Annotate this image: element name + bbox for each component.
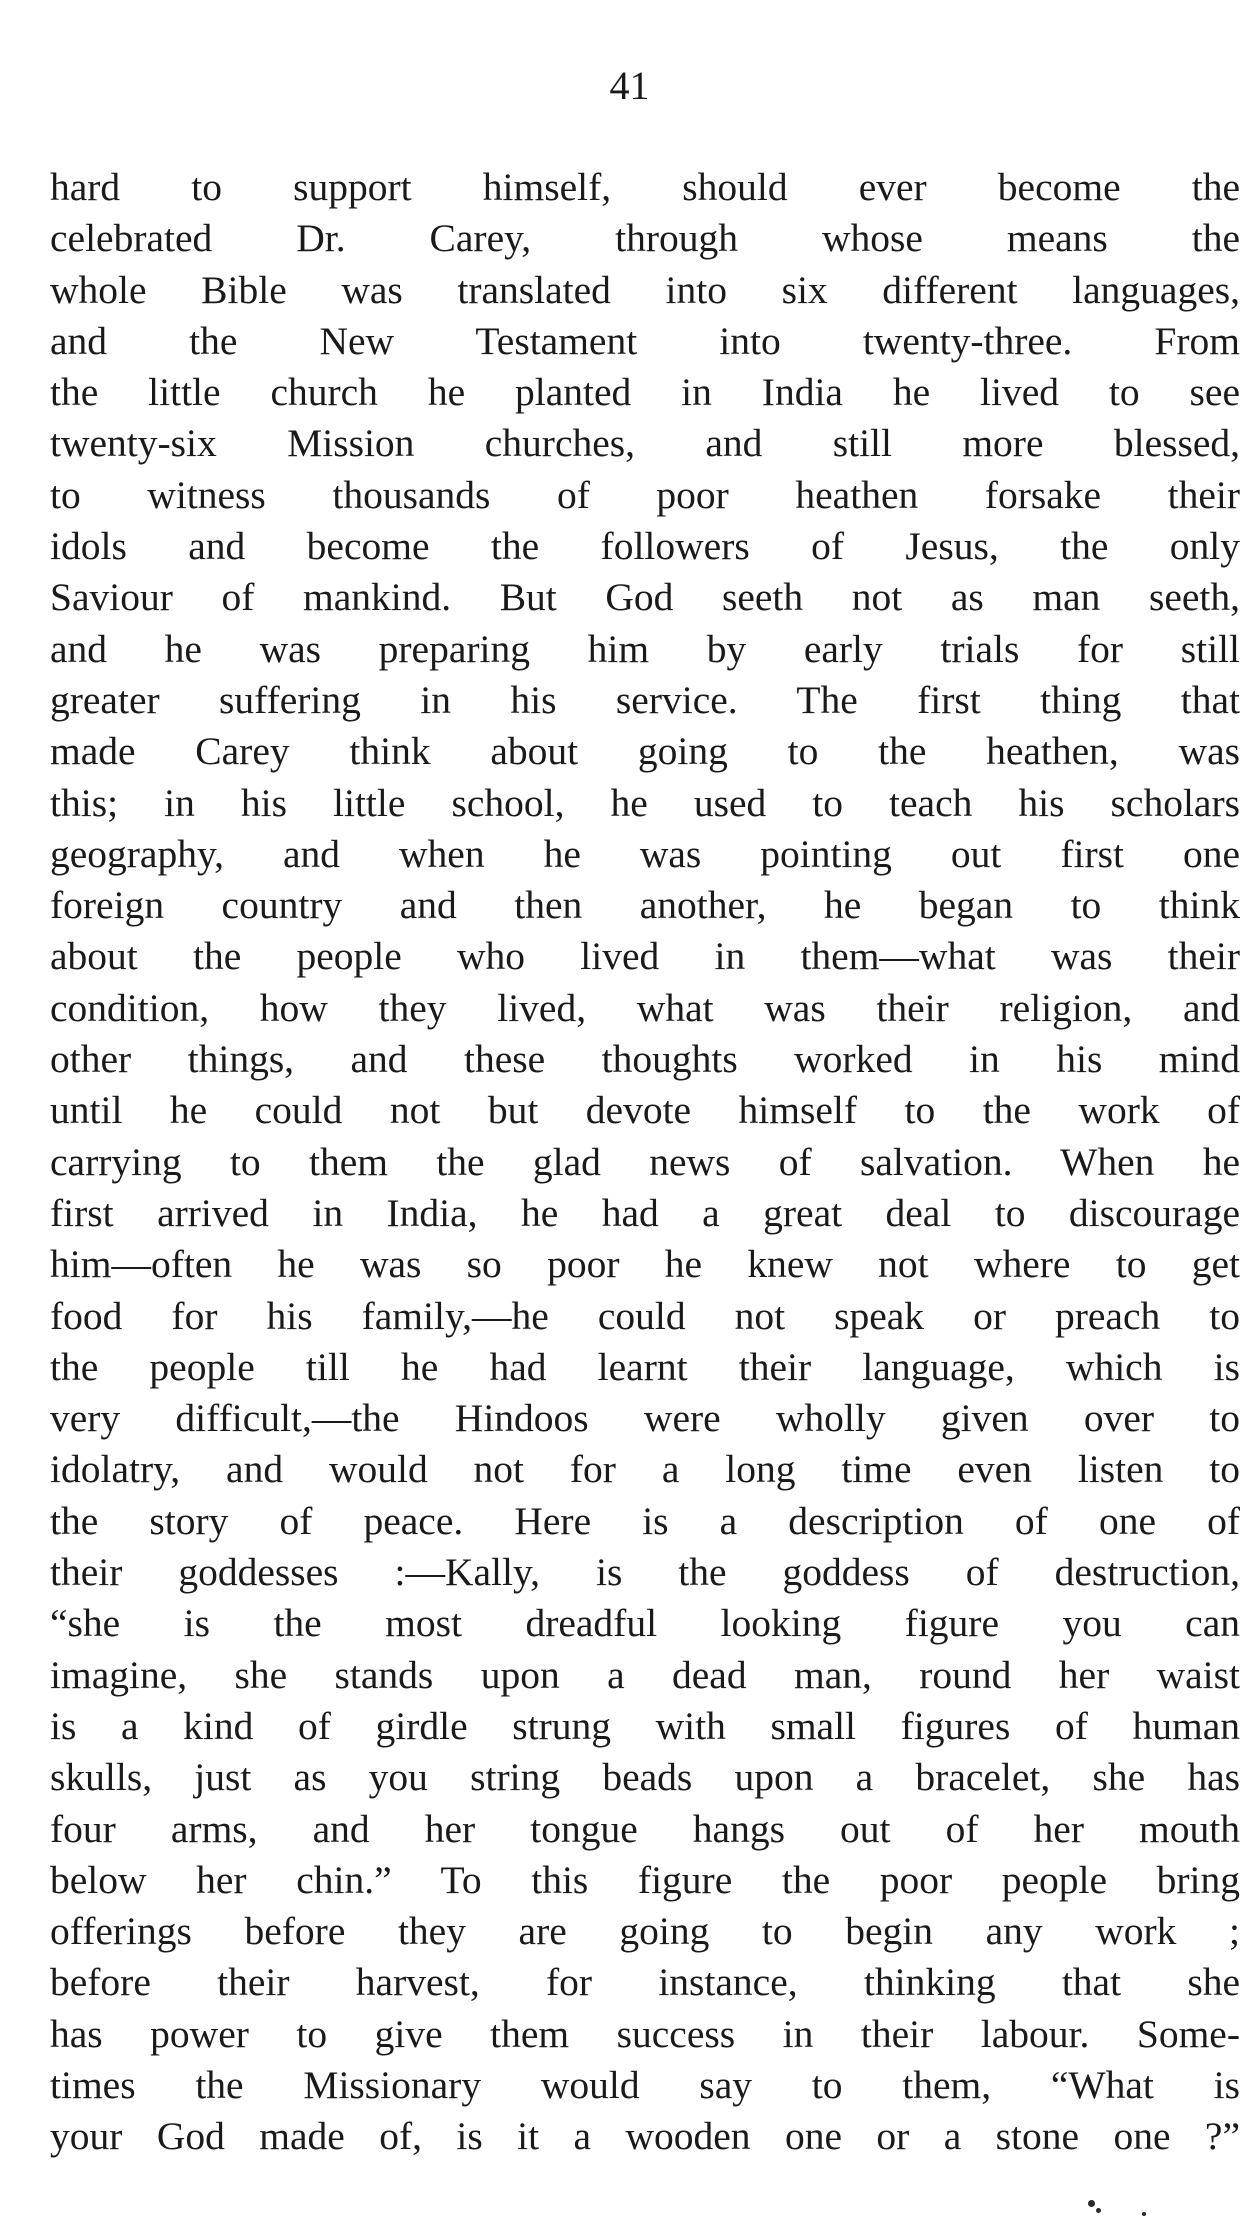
ink-speck <box>1096 2208 1101 2213</box>
text-line: other things, and these thoughts worked in his mind <box>50 1037 1240 1082</box>
print-specks <box>1060 2198 1180 2218</box>
text-line: celebrated Dr. Carey, through whose means the <box>50 216 1240 261</box>
text-line: times the Missionary would say to them, “What is <box>50 2062 1240 2107</box>
text-line: him—often he was so poor he knew not where to get <box>50 1242 1240 1287</box>
text-line: condition, how they lived, what was their religion, and <box>50 985 1240 1030</box>
ink-speck <box>1142 2212 1146 2216</box>
text-line: imagine, she stands upon a dead man, round her waist <box>50 1652 1240 1697</box>
text-line: skulls, just as you string beads upon a bracelet, she has <box>50 1755 1240 1800</box>
text-line: idols and become the followers of Jesus, the only <box>50 524 1240 569</box>
text-line: four arms, and her tongue hangs out of her mouth <box>50 1806 1240 1851</box>
text-line: “she is the most dreadful looking figure you can <box>50 1601 1240 1646</box>
text-line: the story of peace. Here is a description of one of <box>50 1498 1240 1543</box>
text-line: about the people who lived in them—what was their <box>50 934 1240 979</box>
text-line: foreign country and then another, he began to think <box>50 883 1240 928</box>
text-line: until he could not but devote himself to the work of <box>50 1088 1240 1133</box>
text-line: idolatry, and would not for a long time even listen to <box>50 1447 1240 1492</box>
text-line: made Carey think about going to the heathen, was <box>50 729 1240 774</box>
text-line: food for his family,—he could not speak or preach to <box>50 1293 1240 1338</box>
text-line: whole Bible was translated into six different languages, <box>50 267 1240 312</box>
text-line: your God made of, is it a wooden one or a stone one ?” <box>50 2114 1240 2159</box>
text-line: first arrived in India, he had a great deal to discourage <box>50 1190 1240 1235</box>
text-line: the people till he had learnt their language, which is <box>50 1344 1240 1389</box>
page-number: 41 <box>609 63 650 108</box>
text-line: twenty-six Mission churches, and still more blessed, <box>50 421 1240 466</box>
text-line: Saviour of mankind. But God seeth not as man seeth, <box>50 575 1240 620</box>
text-line: the little church he planted in India he lived to see <box>50 370 1240 415</box>
text-line: their goddesses :—Kally, is the goddess of destruction, <box>50 1550 1240 1595</box>
text-line: offerings before they are going to begin any work ; <box>50 1909 1240 1954</box>
text-line: and he was preparing him by early trials for still <box>50 626 1240 671</box>
text-line: to witness thousands of poor heathen forsake their <box>50 472 1240 517</box>
text-line: and the New Testament into twenty-three. From <box>50 318 1240 363</box>
text-line: very difficult,—the Hindoos were wholly given over to <box>50 1396 1240 1441</box>
text-line: geography, and when he was pointing out first one <box>50 831 1240 876</box>
ink-speck <box>1088 2200 1095 2207</box>
text-line: greater suffering in his service. The first thing that <box>50 677 1240 722</box>
text-line: below her chin.” To this figure the poor people bring <box>50 1857 1240 1902</box>
text-line: carrying to them the glad news of salvation. When he <box>50 1139 1240 1184</box>
text-line: has power to give them success in their labour. Some- <box>50 2011 1240 2056</box>
text-line: this; in his little school, he used to teach his scholars <box>50 780 1240 825</box>
body-text <box>50 162 1240 2163</box>
text-line: is a kind of girdle strung with small figures of human <box>50 1703 1240 1748</box>
text-line: before their harvest, for instance, thinking that she <box>50 1960 1240 2005</box>
text-line: hard to support himself, should ever become the <box>50 165 1240 209</box>
